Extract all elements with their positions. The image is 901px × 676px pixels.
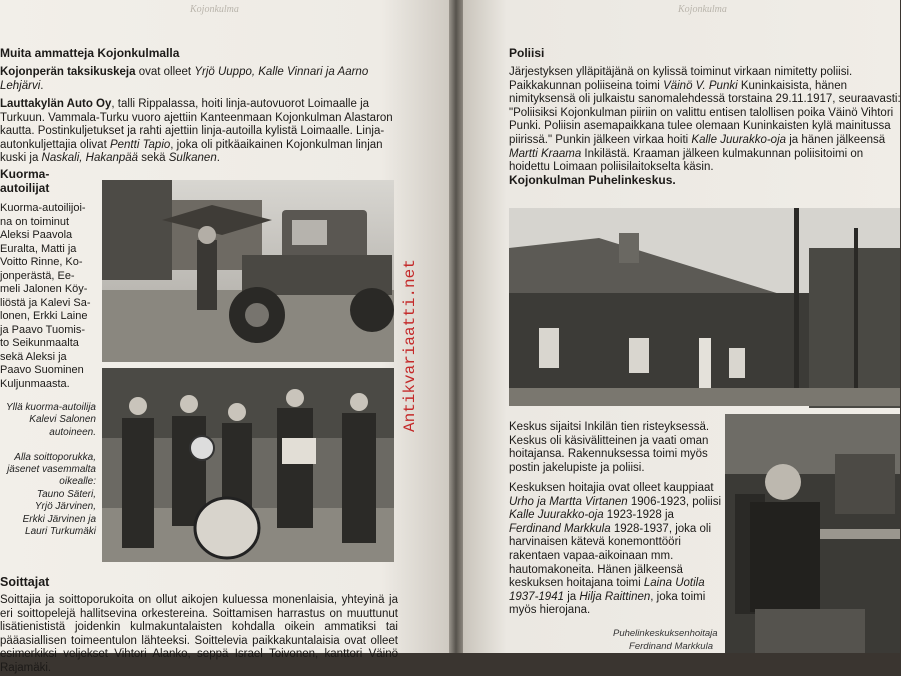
caption-line: Kalevi Salonen bbox=[29, 414, 96, 426]
caption-line: autoineen. bbox=[49, 426, 96, 438]
keskus-line: Keskus oli käsivälitteinen ja vaati oman bbox=[509, 434, 709, 447]
kuorma-line: Kuljunmaasta. bbox=[0, 377, 70, 390]
soittajat-paragraph: Soittajia ja soittoporukoita on ollut aikojen kuluessa monenlaisia, yhteyinä ja eri soittopelejä hallitsevina orkestereina. Soittamisen harrastus on muuttunut lisätienististä joidenkin kulmakuntalaisten kohdalla oikein ammatiksi tai pääasiallisen toimeentulon lähteeksi. Soittelevia paikkakuntalaisia ovat olleet esimerkiksi veljekset Vihtori Alanko, seppä Israel Toivonen, kanttori Väinö Rajamäki. bbox=[0, 594, 398, 674]
portrait-caption-1: Puhelinkeskuksenhoitaja bbox=[613, 628, 718, 639]
band-photo bbox=[102, 368, 394, 562]
caption-line bbox=[2, 439, 96, 451]
portrait-photo bbox=[725, 414, 900, 653]
auto-paragraph: Lauttakylän Auto Oy, talli Rippalassa, hoiti linja-autovuorot Loimaalle ja Turkuun. Vammala-Turku vuoro ajettiin Kanteenmaan Kojonkulman Alastaron kautta. Postinkuljetukset ja rahti ajettiin linja-autoilla kylistä Loimaalle. Linja-autonkuljettajia olivat Pentti Tapio, joka oli pitkäaikainen Kojonkulman linjan kuski ja Naskali, Hakanpää sekä Sulkanen. bbox=[0, 98, 393, 165]
caption-line: Alla soittoporukka, bbox=[14, 451, 96, 463]
kuorma-line: Kuorma-autoilijoi- bbox=[0, 202, 86, 214]
kuorma-column bbox=[0, 202, 98, 391]
poliisi-heading: Poliisi bbox=[509, 46, 545, 60]
photo-caption bbox=[2, 402, 96, 538]
exchange-building-photo bbox=[509, 208, 900, 406]
portrait-caption-2: Ferdinand Markkula bbox=[629, 641, 713, 652]
kuorma-line: Euralta, Matti ja bbox=[0, 242, 77, 255]
caption-line: oikealle: bbox=[59, 476, 96, 488]
kuorma-line: liöstä ja Kalevi Sa- bbox=[0, 296, 91, 309]
keskus-line: postin jakelupiste ja poliisi. bbox=[509, 461, 645, 474]
taksi-names: Yrjö Uuppo, Kalle Vinnari ja Aarno Lehjärvi bbox=[0, 66, 369, 92]
hoitajat-paragraph: Keskuksen hoitajia ovat olleet kauppiaat Urho ja Martta Virtanen 1906-1923, poliisi Kalle Juurakko-oja 1923-1928 ja Ferdinand Markkula 1928-1937, joka oli harvinaisen kätevä konemonttööri rakentaen vapaa-aikoinaan mm. hautomakoneita. Hänen jälkeensä keskuksen hoitajana toimi Laina Uotila 1937-1941 ja Hilja Raittinen, joka toimi myös hierojana. bbox=[509, 482, 722, 617]
watermark bbox=[384, 236, 428, 436]
watermark-text: Antikvariaatti.net bbox=[401, 259, 419, 432]
kuorma-line: na on toiminut bbox=[0, 215, 70, 228]
kuorma-line: lonen, Erkki Laine bbox=[0, 310, 88, 322]
kuorma-line: meli Jalonen Köy- bbox=[0, 283, 88, 295]
keskus-paragraph bbox=[509, 421, 729, 475]
auto-lead: Lauttakylän Auto Oy bbox=[0, 98, 112, 110]
kuorma-heading: Kuorma-autoilijat bbox=[0, 167, 50, 195]
poliisi-paragraph: Järjestyksen ylläpitäjänä on kylissä toiminut virkaan nimitetty poliisi. Paikkakunnan poliiseina toimi Väinö V. Punki Kuninkaisista, hänen nimityksensä oli julkaistu sanomalehdessä torstaina 29.11.1917, seuraavasti: "Poliisiksi Kojonkulman piiriin on valittu entisen talollisen poika Väinö Vihtori Punki. Poliisin asemapaikkana tulee olemaan Kuninkaisten kylä mainitussa piirissä." Punkin jälkeen virkaa hoiti Kalle Juurakko-oja ja hänen jälkeensä Martti Kraama Inkilästä. Kraaman jälkeen kulmakunnan poliisitoimi on hoidettu Loimaan poliisilaitokselta käsin. bbox=[509, 66, 901, 174]
book-spine bbox=[449, 0, 463, 653]
muita-heading: Muita ammatteja Kojonkulmalla bbox=[0, 46, 180, 60]
keskus-line: Keskus sijaitsi Inkilän tien risteyksessä. bbox=[509, 421, 710, 433]
kuorma-line: Aleksi Paavola bbox=[0, 229, 73, 241]
caption-line: Yllä kuorma-autoilija bbox=[5, 402, 96, 413]
truck-photo bbox=[102, 180, 394, 362]
keskus-line: hoitajansa. Rakennuksessa toimi myös bbox=[509, 448, 708, 461]
puhelin-heading: Kojonkulman Puhelinkeskus. bbox=[509, 173, 676, 187]
kuorma-line: ja Paavo Tuomis- bbox=[0, 323, 85, 336]
kuorma-line: jonperästä, Ee- bbox=[0, 269, 75, 282]
soittajat-heading: Soittajat bbox=[0, 575, 50, 589]
kuorma-line: to Seikunmaalta bbox=[0, 337, 79, 349]
caption-line: Tauno Säteri, bbox=[36, 488, 96, 500]
taksi-lead: Kojonperän taksikuskeja bbox=[0, 66, 136, 78]
taksi-paragraph: Kojonperän taksikuskeja ovat olleet Yrjö Uuppo, Kalle Vinnari ja Aarno Lehjärvi. bbox=[0, 66, 369, 92]
caption-line: jäsenet vasemmalta bbox=[7, 464, 96, 476]
right-running-head: Kojonkulma bbox=[678, 4, 727, 15]
right-page bbox=[463, 0, 900, 653]
kuorma-line: Voitto Rinne, Ko- bbox=[0, 256, 83, 268]
caption-line: Yrjö Järvinen, bbox=[34, 501, 96, 513]
caption-line: Erkki Järvinen ja bbox=[22, 513, 96, 525]
kuorma-line: sekä Aleksi ja bbox=[0, 350, 67, 363]
caption-line: Lauri Turkumäki bbox=[25, 526, 96, 538]
left-running-head: Kojonkulma bbox=[190, 4, 239, 15]
kuorma-line: Paavo Suominen bbox=[0, 364, 84, 376]
left-page bbox=[0, 0, 449, 674]
